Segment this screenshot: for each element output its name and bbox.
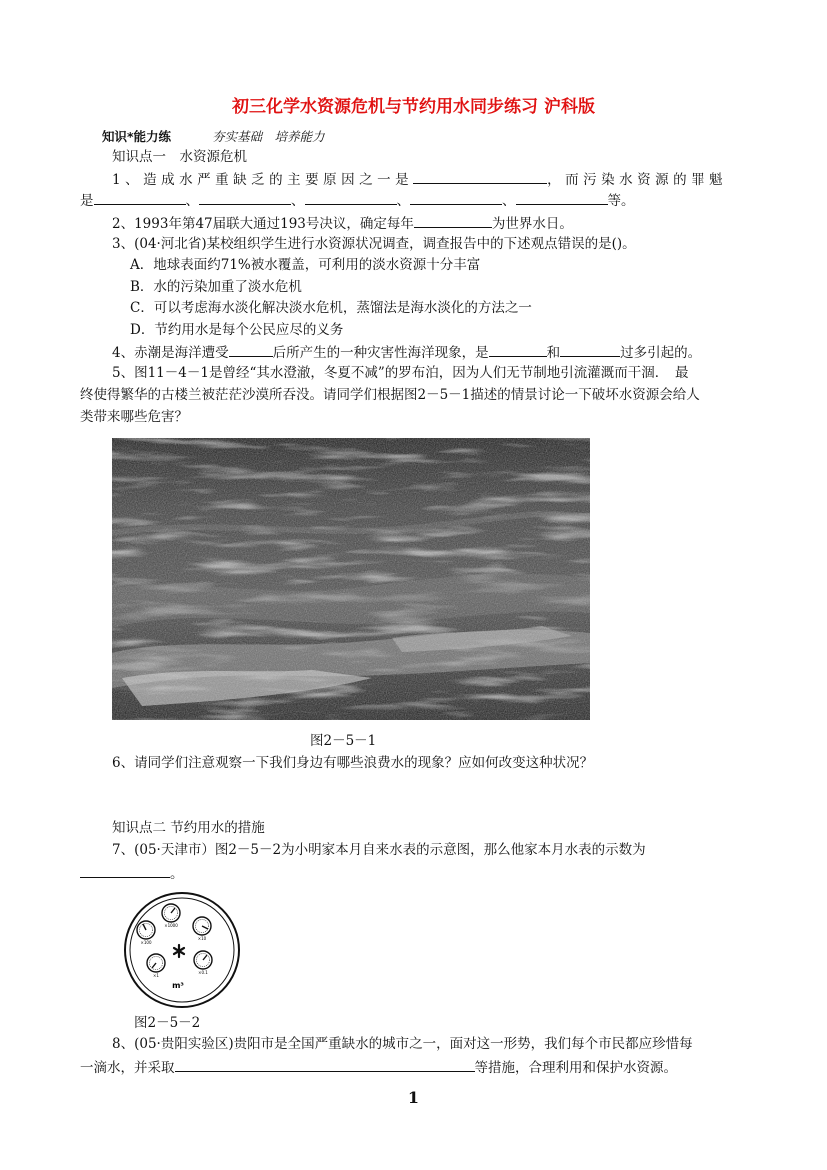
meter-dial-label: ×10 (197, 936, 207, 941)
section-header-right: 夯实基础 培养能力 (212, 129, 325, 144)
question-5-line3: 类带来哪些危害？ (80, 409, 188, 425)
question-6: 6、请同学们注意观察一下我们身边有哪些浪费水的现象？应如何改变这种状况？ (112, 755, 594, 771)
question-5-line2: 终使得繁华的古楼兰被茫茫沙漠所吞没。请同学们根据图2－5－1描述的情景讨论一下破坏水资源会给人 (80, 387, 700, 403)
question-2: 2、1993年第47届联大通过193号决议，确定每年 为世界水日。 (112, 213, 573, 233)
meter-dial-label: ×0.1 (198, 970, 208, 975)
page-title: 初三化学水资源危机与节约用水同步练习 沪科版 (232, 97, 595, 117)
water-meter-diagram (122, 891, 242, 1009)
question-8-line2: 一滴水，并采取 等措施，合理利用和保护水资源。 (80, 1057, 677, 1077)
meter-unit: m³ (172, 981, 184, 990)
question-1-line2: 是 、 、 、 、 等。 (80, 190, 635, 210)
figure-2-caption: 图2－5－2 (134, 1015, 201, 1031)
question-8-line1: 8、(05·贵阳实验区)贵阳市是全国严重缺水的城市之一，面对这一形势，我们每个市民都应珍惜每 (112, 1036, 693, 1052)
lop-nur-photo (112, 438, 590, 720)
question-4: 4、赤潮是海洋遭受 后所产生的一种灾害性海洋现象，是 和 过多引起的。 (112, 342, 701, 362)
knowledge-point-2: 知识点二 节约用水的措施 (112, 820, 265, 836)
meter-dial (137, 921, 155, 939)
question-3-option-a: A．地球表面约71%被水覆盖，可利用的淡水资源十分丰富 (130, 257, 481, 273)
question-3-option-b: B．水的污染加重了淡水危机 (130, 279, 302, 295)
meter-dial-label: ×1 (153, 973, 159, 978)
page-number: 1 (407, 1088, 420, 1107)
meter-dial (194, 951, 212, 969)
meter-dial (193, 917, 211, 935)
question-3-option-c: C．可以考虑海水淡化解决淡水危机，蒸馏法是海水淡化的方法之一 (130, 300, 532, 316)
question-5-line1: 5、图11－4－1是曾经“其水澄澈，冬夏不减”的罗布泊，因为人们无节制地引流灌溉而干涸． 最 (112, 365, 689, 381)
question-7-line2: 。 (80, 863, 184, 883)
section-header-left: 知识*能力练 (102, 129, 172, 144)
question-7-line1: 7、(05·天津市）图2－5－2为小明家本月自来水表的示意图，那么他家本月水表的示数为 (112, 842, 646, 858)
knowledge-point-1: 知识点一 水资源危机 (112, 149, 247, 165)
meter-dial (147, 954, 165, 972)
meter-dial (162, 904, 180, 922)
figure-1-caption: 图2－5－1 (310, 733, 377, 749)
question-3-stem: 3、(04·河北省)某校组织学生进行水资源状况调查，调查报告中的下述观点错误的是()。 (112, 236, 636, 252)
meter-dial-label: ×100 (140, 940, 152, 945)
question-3-option-d: D．节约用水是每个公民应尽的义务 (130, 322, 344, 338)
question-1-line1: 1、造成水严重缺乏的主要原因之一是 ，而污染水资源的罪魁 (112, 169, 727, 189)
meter-dial-label: ×1000 (164, 923, 178, 928)
